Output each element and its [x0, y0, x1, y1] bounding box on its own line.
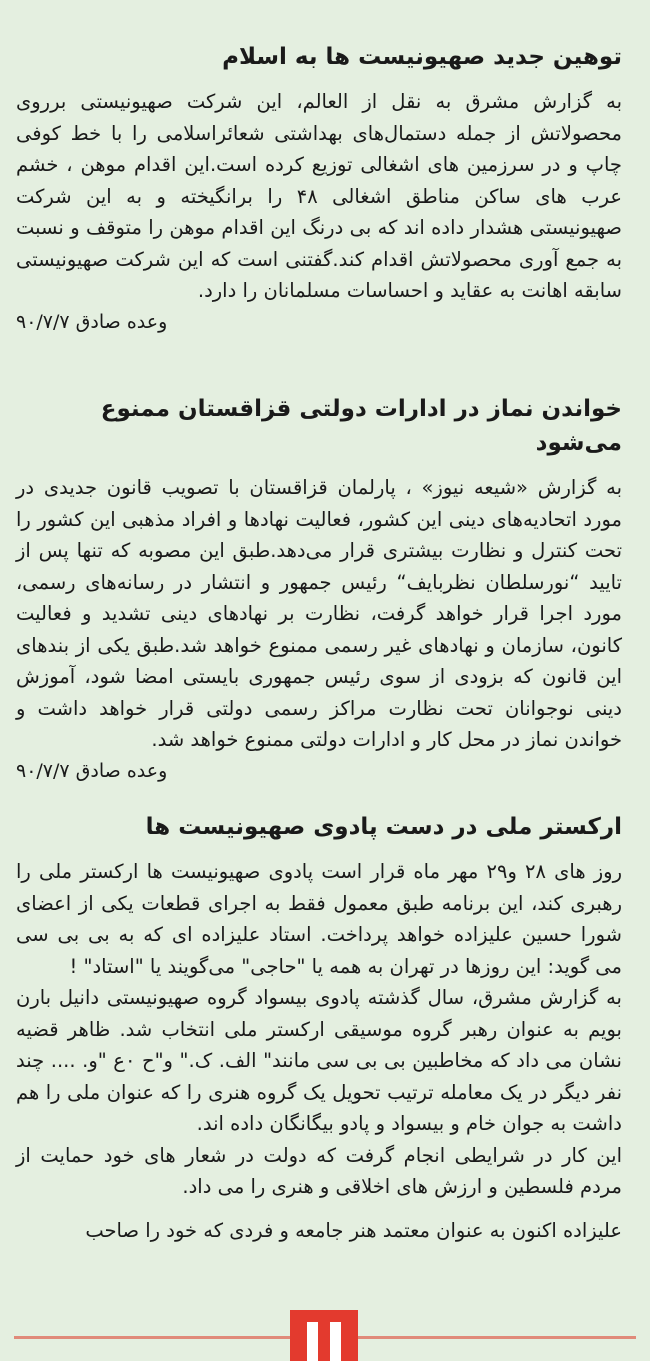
article-title: توهین جدید صهیونیست ها به اسلام [222, 44, 622, 70]
article-paragraph: به گزارش «شیعه نیوز» ، پارلمان قزاقستان با تصویب قانون جدیدی در مورد اتحادیه‌های دینی این کشور، فعالیت نهادها و افراد مذهبی این کشور را تحت کنترل و نظارت بیشتری قرار می‌دهد.طبق این مصوبه که تنها پس از تایید “نورسلطان نظربایف“ رئیس جمهور و انتشار در رسانه‌های رسمی، مورد اجرا قرار خواهد گرفت، نظارت بر نهادهای دینی تشدید و فعالیت کانون، سازمان و نهادهای غیر رسمی ممنوع خواهد شد.طبق یکی از بندهای این قانون که بزودی از سوی رئیس جمهوری بایستی امضا شود، آموزش دینی نوجوانان تحت نظارت مراکز رسمی دولتی قرار خواهد داشت و خواندن نماز در محل کار و ادارات دولتی ممنوع خواهد شد. [16, 476, 622, 751]
signature-text: وعده صادق ۹۰/۷/۷ [16, 310, 168, 333]
article-paragraph: علیزاده اکنون به عنوان معتمد هنر جامعه و فردی که خود را صاحب [85, 1218, 622, 1242]
article-paragraph: روز های ۲۸ و۲۹ مهر ماه قرار است پادوی صهیونیست ها ارکستر ملی را رهبری کند، این برنامه طبق معمول فقط به اجرای قطعات یکی از اعضای شورا حسین علیزاده خواهد پرداخت. استاد علیزاده ای که به بی بی سی می گوید: این روزها در تهران به همه یا "حاجی" می‌گویند یا "استاد" ! [16, 860, 622, 978]
article-paragraph: به گزارش مشرق به نقل از العالم، این شرکت صهیونیستی برروی محصولاتش از جمله دستمال‌های بهداشتی شعائراسلامی را با خط کوفی چاپ و در سرزمین های اشغالی توزیع کرده است.این اقدام موهن ، خشم عرب های ساکن مناطق اشغالی ۴۸ را برانگیخته و به این شرکت صهیونیستی هشدار داده اند که بی درنگ این اقدام موهن را متوقف و نسبت به جمع آوری محصولاتش اقدام کند.گفتنی است که این شرکت صهیونیستی سابقه اهانت به عقاید و احساسات مسلمانان را دارد. [16, 90, 622, 302]
article-zionist-insult [16, 40, 622, 337]
article-title: خواندن نماز در ادارات دولتی قزاقستان ممنوع می‌شود [100, 396, 622, 456]
article-signature [16, 756, 622, 786]
article-kazakhstan-prayer [16, 392, 622, 786]
article-paragraph: این کار در شرایطی انجام گرفت که دولت در شعار های خود حمایت از مردم فلسطین و ارزش های اخلاقی و هنری را می داد. [16, 1143, 622, 1198]
page-tab-marker-slot [318, 1322, 330, 1361]
article-national-orchestra [16, 810, 622, 1246]
article-signature [16, 307, 622, 337]
signature-text: وعده صادق ۹۰/۷/۷ [16, 759, 168, 782]
article-title: ارکستر ملی در دست پادوی صهیونیست ها [145, 814, 622, 840]
article-paragraph: به گزارش مشرق، سال گذشته پادوی بیسواد گروه صهیونیستی دانیل بارن بویم به عنوان رهبر گروه موسیقی ارکستر ملی انتخاب شد. ظاهر قضیه نشان می داد که مخاطبین بی بی سی مانند" الف. ک." و"ح ۰ع "و. .... چند نفر دیگر در یک معامله ترتیب تحویل یک گروه هنری را که عنوان ملی را هم داشت به جوان خام و بیسواد و پادو بیگانگان داده اند. [16, 986, 622, 1135]
